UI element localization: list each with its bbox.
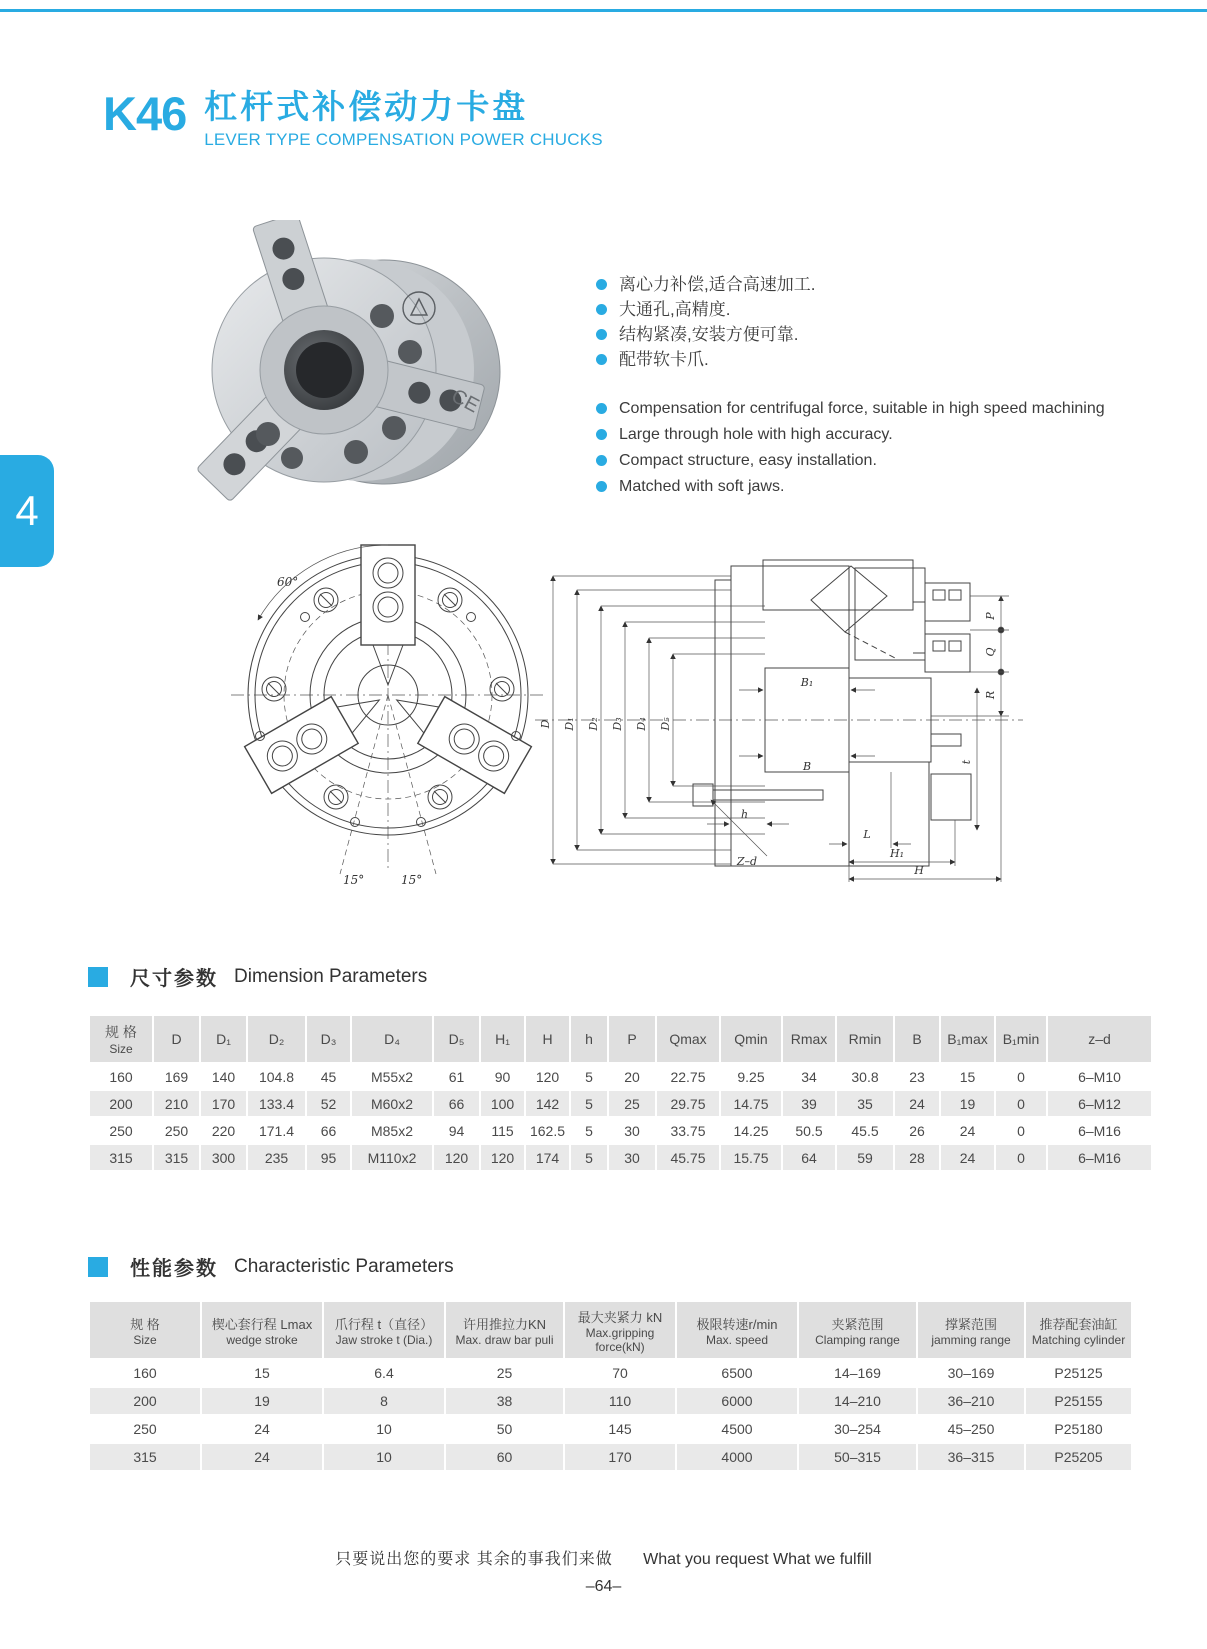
page-title (103, 87, 603, 150)
dim-label-t: t (960, 759, 973, 765)
table-cell: 9.25 (721, 1064, 781, 1089)
table-cell: 14.75 (721, 1091, 781, 1116)
table-cell: 23 (895, 1064, 939, 1089)
table-cell: 70 (565, 1360, 675, 1386)
section-title-en: Characteristic Parameters (234, 1255, 454, 1277)
list-item (596, 478, 1105, 495)
features-cn-list (596, 276, 815, 376)
section-marker-icon (88, 1257, 108, 1277)
table-cell: 45.75 (657, 1145, 719, 1170)
table-cell: 6–M16 (1048, 1118, 1151, 1143)
table-cell: 0 (996, 1091, 1046, 1116)
slogan-en: What you request What we fulfill (643, 1551, 872, 1568)
column-header: Qmin (721, 1016, 781, 1062)
table-cell: 14–210 (799, 1388, 916, 1414)
table-cell: 5 (571, 1091, 607, 1116)
column-header: D₁ (201, 1016, 246, 1062)
table-cell: 24 (895, 1091, 939, 1116)
column-header: 楔心套行程 Lmax wedge stroke (202, 1302, 322, 1358)
column-header: D (154, 1016, 199, 1062)
bullet-icon (596, 455, 607, 466)
table-row (90, 1091, 1151, 1116)
characteristic_table-body (90, 1360, 1131, 1470)
column-header: B (895, 1016, 939, 1062)
dim-label-d: D (539, 719, 552, 729)
table-cell: P25125 (1026, 1360, 1131, 1386)
list-item (596, 301, 815, 319)
table-cell: 0 (996, 1064, 1046, 1089)
feature-text: Large through hole with high accuracy. (619, 426, 893, 443)
table-cell: M110x2 (352, 1145, 432, 1170)
table-cell: M85x2 (352, 1118, 432, 1143)
dim-label-d2: D₂ (587, 717, 600, 731)
table-cell: 33.75 (657, 1118, 719, 1143)
table-row (90, 1416, 1131, 1442)
table-cell: 140 (201, 1064, 246, 1089)
dimension_table-header (90, 1016, 1151, 1062)
list-item (596, 351, 815, 369)
feature-text: 离心力补偿,适合高速加工. (619, 275, 816, 294)
table-cell: 115 (481, 1118, 524, 1143)
dim-label-h1: H₁ (889, 847, 905, 860)
table-cell: 14–169 (799, 1360, 916, 1386)
table-cell: 66 (307, 1118, 350, 1143)
table-cell: 315 (154, 1145, 199, 1170)
column-header: 许用推拉力KN Max. draw bar puli (446, 1302, 563, 1358)
section-view-drawing (515, 538, 1035, 888)
angle-label-60: 60° (277, 575, 299, 589)
table-cell: 200 (90, 1388, 200, 1414)
table-cell: 34 (783, 1064, 835, 1089)
column-header: z–d (1048, 1016, 1151, 1062)
column-header: Qmax (657, 1016, 719, 1062)
chapter-number: 4 (15, 487, 39, 534)
footer-slogan (0, 1546, 1207, 1569)
slogan-cn: 只要说出您的要求 其余的事我们来做 (335, 1551, 613, 1568)
table-cell: 174 (526, 1145, 569, 1170)
table-cell: 50–315 (799, 1444, 916, 1470)
table-cell: 120 (526, 1064, 569, 1089)
table-cell: 120 (481, 1145, 524, 1170)
table-cell: 61 (434, 1064, 479, 1089)
bullet-icon (596, 304, 607, 315)
table-cell: 6500 (677, 1360, 797, 1386)
table-cell: 250 (154, 1118, 199, 1143)
table-cell: 6000 (677, 1388, 797, 1414)
table-cell: 30.8 (837, 1064, 893, 1089)
dim-label-h-big: H (914, 864, 924, 877)
table-cell: 162.5 (526, 1118, 569, 1143)
list-item (596, 426, 1105, 443)
table-cell: 15.75 (721, 1145, 781, 1170)
column-header: 规 格 Size (90, 1016, 152, 1062)
dim-label-h-small: h (741, 808, 749, 821)
section-title-cn: 尺寸参数 (130, 968, 218, 990)
column-header: D₅ (434, 1016, 479, 1062)
table-cell: 14.25 (721, 1118, 781, 1143)
table-cell: 6–M10 (1048, 1064, 1151, 1089)
column-header: 爪行程 t（直径） Jaw stroke t (Dia.) (324, 1302, 444, 1358)
table-row (90, 1118, 1151, 1143)
column-header: 规 格 Size (90, 1302, 200, 1358)
table-cell: 19 (202, 1388, 322, 1414)
table-cell: 39 (783, 1091, 835, 1116)
table-cell: 5 (571, 1118, 607, 1143)
table-cell: 210 (154, 1091, 199, 1116)
section-title-cn: 性能参数 (130, 1258, 218, 1280)
table-row (90, 1388, 1131, 1414)
table-cell: 45.5 (837, 1118, 893, 1143)
column-header: H (526, 1016, 569, 1062)
table-cell: 160 (90, 1064, 152, 1089)
features-en-list (596, 400, 1105, 504)
feature-text: Compact structure, easy installation. (619, 452, 877, 469)
table-cell: 50 (446, 1416, 563, 1442)
table-cell: 100 (481, 1091, 524, 1116)
table-row (90, 1444, 1131, 1470)
bullet-icon (596, 279, 607, 290)
table-cell: 6–M12 (1048, 1091, 1151, 1116)
table-cell: 170 (565, 1444, 675, 1470)
dim-label-d4: D₄ (635, 717, 648, 731)
table-cell: 235 (248, 1145, 305, 1170)
table-cell: 169 (154, 1064, 199, 1089)
table-cell: 10 (324, 1444, 444, 1470)
page-number: –64– (585, 1578, 622, 1595)
dim-label-b: B (802, 760, 812, 773)
section-title-en: Dimension Parameters (234, 965, 428, 987)
column-header: B₁min (996, 1016, 1046, 1062)
characteristic_table-header (90, 1302, 1131, 1358)
table-cell: 30 (609, 1118, 655, 1143)
dim-label-d3: D₃ (611, 717, 624, 731)
table-cell: 110 (565, 1388, 675, 1414)
feature-text: Matched with soft jaws. (619, 478, 785, 495)
feature-text: 大通孔,高精度. (619, 300, 731, 319)
characteristic-parameters-table (88, 1300, 1133, 1472)
column-header: 极限转速r/min Max. speed (677, 1302, 797, 1358)
dim-label-q: Q (984, 647, 997, 657)
table-cell: 24 (941, 1118, 994, 1143)
table-cell: 30 (609, 1145, 655, 1170)
table-cell: 315 (90, 1444, 200, 1470)
table-cell: 6.4 (324, 1360, 444, 1386)
product-title-cn: 杠杆式补偿动力卡盘 (204, 88, 529, 125)
front-view-drawing (225, 540, 560, 890)
dim-label-r: R (984, 690, 997, 700)
chapter-tab (0, 455, 54, 567)
table-cell: 26 (895, 1118, 939, 1143)
table-cell: 95 (307, 1145, 350, 1170)
table-cell: 220 (201, 1118, 246, 1143)
dimension-parameters-table (88, 1014, 1153, 1172)
feature-text: 结构紧凑,安装方便可靠. (619, 325, 799, 344)
table-cell: 19 (941, 1091, 994, 1116)
angle-label-15-right: 15° (401, 873, 423, 887)
table-cell: 24 (941, 1145, 994, 1170)
list-item (596, 452, 1105, 469)
table-cell: 94 (434, 1118, 479, 1143)
table-cell: 30–254 (799, 1416, 916, 1442)
bullet-icon (596, 481, 607, 492)
table-cell: 142 (526, 1091, 569, 1116)
column-header: D₄ (352, 1016, 432, 1062)
table-cell: 38 (446, 1388, 563, 1414)
table-cell: 104.8 (248, 1064, 305, 1089)
table-cell: 300 (201, 1145, 246, 1170)
table-cell: 45–250 (918, 1416, 1024, 1442)
column-header: Rmax (783, 1016, 835, 1062)
table-cell: 5 (571, 1064, 607, 1089)
table-cell: P25205 (1026, 1444, 1131, 1470)
table-cell: 0 (996, 1145, 1046, 1170)
table-row (90, 1360, 1131, 1386)
table-cell: 45 (307, 1064, 350, 1089)
table-cell: 200 (90, 1091, 152, 1116)
table-cell: 24 (202, 1444, 322, 1470)
table-cell: 160 (90, 1360, 200, 1386)
column-header: Rmin (837, 1016, 893, 1062)
column-header: B₁max (941, 1016, 994, 1062)
column-header: P (609, 1016, 655, 1062)
bullet-icon (596, 354, 607, 365)
table-cell: 52 (307, 1091, 350, 1116)
table-cell: 25 (446, 1360, 563, 1386)
table-cell: 60 (446, 1444, 563, 1470)
table-cell: 4500 (677, 1416, 797, 1442)
product-title-en: LEVER TYPE COMPENSATION POWER CHUCKS (204, 129, 603, 149)
table-cell: 133.4 (248, 1091, 305, 1116)
table-cell: 35 (837, 1091, 893, 1116)
table-cell: 30–169 (918, 1360, 1024, 1386)
table-cell: 250 (90, 1118, 152, 1143)
table-cell: 24 (202, 1416, 322, 1442)
table-cell: 15 (202, 1360, 322, 1386)
dim-label-l: L (863, 828, 871, 841)
table-cell: 315 (90, 1145, 152, 1170)
column-header: 最大夹紧力 kN Max.gripping force(kN) (565, 1302, 675, 1358)
column-header: D₃ (307, 1016, 350, 1062)
dimension_table-body (90, 1064, 1151, 1170)
table-cell: 25 (609, 1091, 655, 1116)
section-header-characteristic (88, 1252, 454, 1281)
table-cell: 10 (324, 1416, 444, 1442)
table-cell: 28 (895, 1145, 939, 1170)
column-header: 撑紧范围 jamming range (918, 1302, 1024, 1358)
table-cell: 36–315 (918, 1444, 1024, 1470)
table-cell: 145 (565, 1416, 675, 1442)
product-photo (172, 220, 507, 515)
list-item (596, 400, 1105, 417)
table-cell: 59 (837, 1145, 893, 1170)
table-cell: 15 (941, 1064, 994, 1089)
column-header: H₁ (481, 1016, 524, 1062)
table-cell: 250 (90, 1416, 200, 1442)
model-code: K46 (103, 87, 187, 140)
bullet-icon (596, 403, 607, 414)
table-cell: 90 (481, 1064, 524, 1089)
table-cell: 36–210 (918, 1388, 1024, 1414)
table-cell: 8 (324, 1388, 444, 1414)
table-cell: 5 (571, 1145, 607, 1170)
dim-label-b1: B₁ (800, 676, 814, 689)
table-cell: 4000 (677, 1444, 797, 1470)
table-cell: 20 (609, 1064, 655, 1089)
table-cell: 171.4 (248, 1118, 305, 1143)
table-cell: M55x2 (352, 1064, 432, 1089)
top-accent-rule (0, 9, 1207, 12)
table-cell: 120 (434, 1145, 479, 1170)
table-cell: 170 (201, 1091, 246, 1116)
section-marker-icon (88, 967, 108, 987)
column-header: h (571, 1016, 607, 1062)
dim-label-d1: D₁ (563, 717, 576, 731)
list-item (596, 276, 815, 294)
table-cell: P25155 (1026, 1388, 1131, 1414)
column-header: 推荐配套油缸 Matching cylinder (1026, 1302, 1131, 1358)
column-header: D₂ (248, 1016, 305, 1062)
table-row (90, 1064, 1151, 1089)
dim-label-d5: D₅ (659, 717, 672, 731)
table-cell: 64 (783, 1145, 835, 1170)
feature-text: Compensation for centrifugal force, suitable in high speed machining (619, 400, 1105, 417)
table-cell: 6–M16 (1048, 1145, 1151, 1170)
column-header: 夹紧范围 Clamping range (799, 1302, 916, 1358)
angle-label-15-left: 15° (343, 873, 365, 887)
table-cell: 0 (996, 1118, 1046, 1143)
table-cell: 29.75 (657, 1091, 719, 1116)
section-header-dimension (88, 962, 427, 991)
bullet-icon (596, 429, 607, 440)
table-cell: M60x2 (352, 1091, 432, 1116)
bullet-icon (596, 329, 607, 340)
list-item (596, 326, 815, 344)
table-cell: 22.75 (657, 1064, 719, 1089)
feature-text: 配带软卡爪. (619, 350, 709, 369)
table-row (90, 1145, 1151, 1170)
table-cell: 50.5 (783, 1118, 835, 1143)
dim-label-zd: Z–d (736, 855, 758, 868)
dim-label-p: P (984, 612, 997, 620)
table-cell: 66 (434, 1091, 479, 1116)
ce-mark: CE (447, 384, 483, 418)
table-cell: P25180 (1026, 1416, 1131, 1442)
